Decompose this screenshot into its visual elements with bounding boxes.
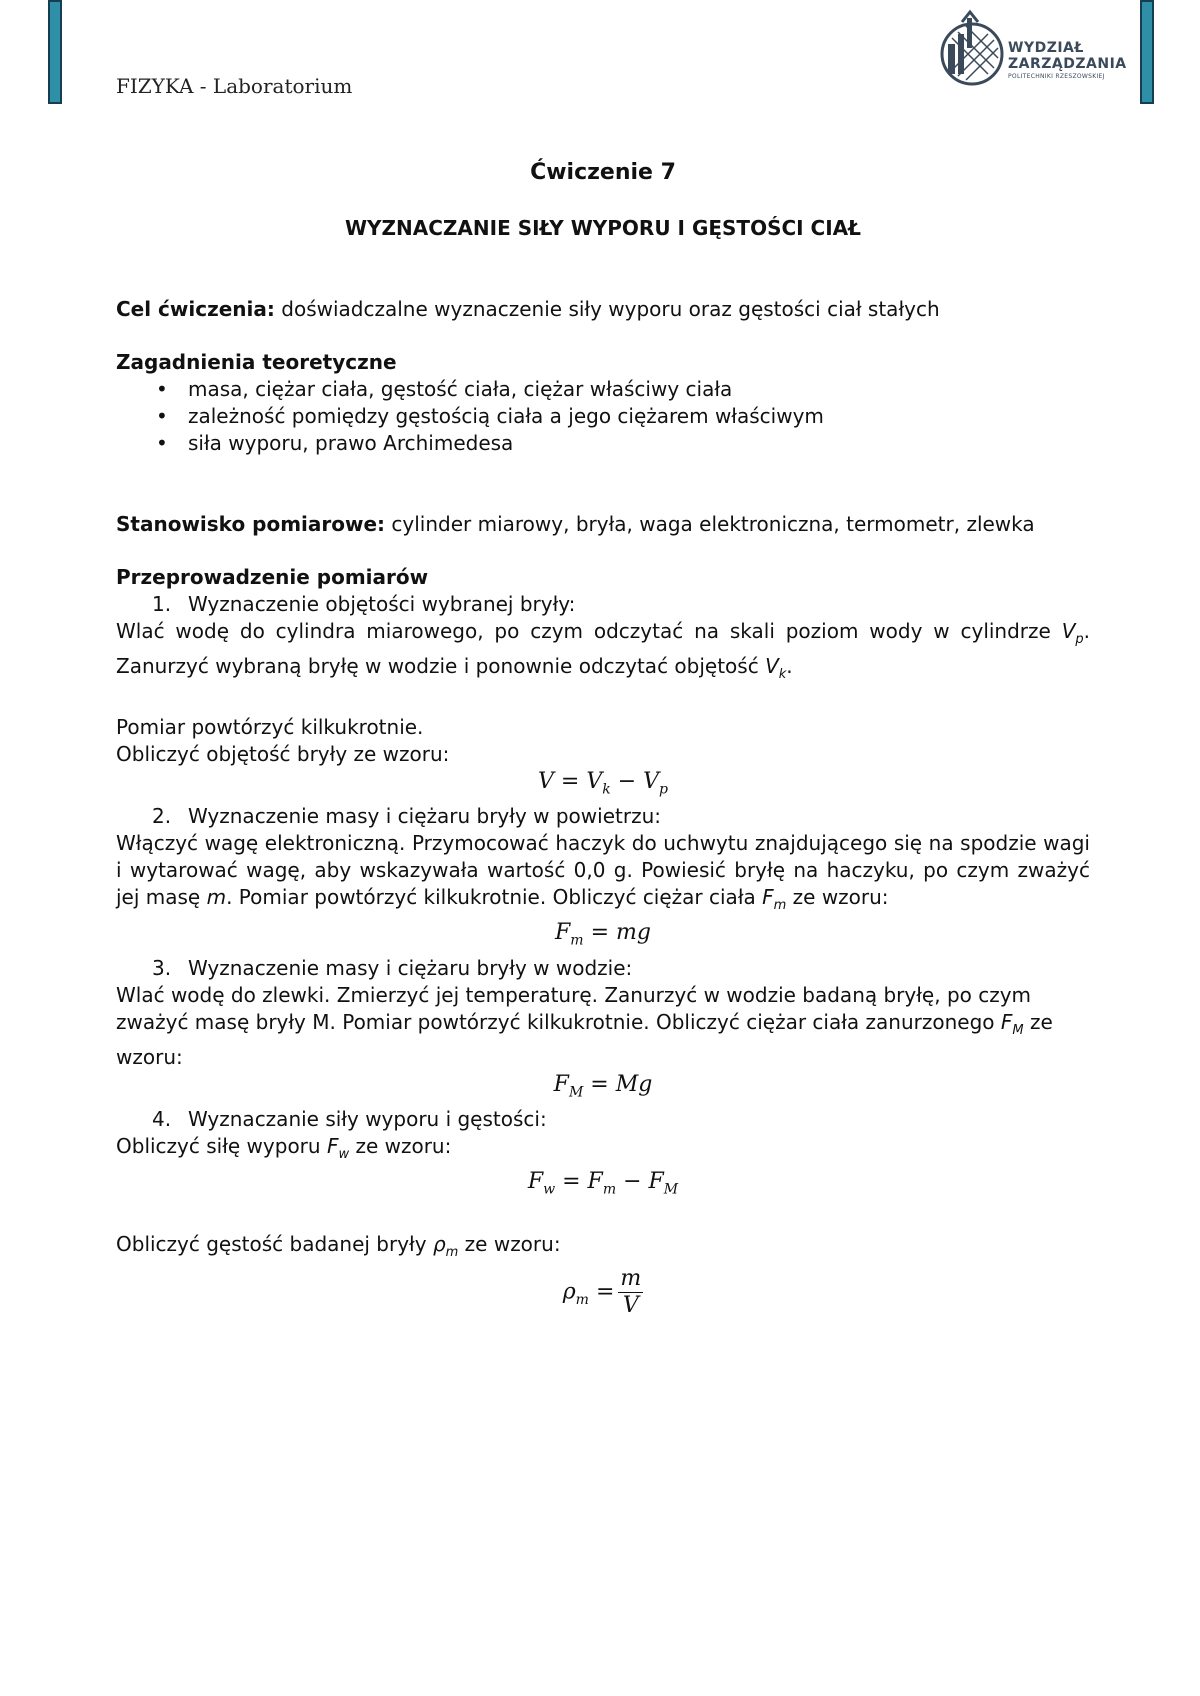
step-2-title: 2. Wyznaczenie masy i ciężaru bryły w powietrzu:: [152, 804, 661, 829]
step-1-text: Wlać wodę do cylindra miarowego, po czym odczytać na skali poziom wody w cylindrze $V_p$. Zanurzyć wybraną bryłę w wodzie i ponownie odczytać objętość $V_k$.: [116, 619, 1090, 682]
logo-line-3: POLITECHNIKI RZESZOWSKIEJ: [1008, 73, 1105, 80]
faculty-logo: [938, 8, 1138, 90]
header-course-label: FIZYKA - Laboratorium: [116, 74, 353, 98]
right-accent-bar: [1140, 0, 1154, 104]
volume-formula: $V = V_k - V_p$: [538, 769, 668, 798]
logo-line-2: ZARZĄDZANIA: [1008, 56, 1127, 72]
goal-label: Cel ćwiczenia:: [116, 297, 275, 321]
step-3-title: 3. Wyznaczenie masy i ciężaru bryły w wodzie:: [152, 955, 633, 980]
theory-list: [116, 376, 1090, 457]
density-fraction: $\frac{m}{V}$: [620, 1265, 642, 1318]
list-item: • siła wyporu, prawo Archimedesa: [156, 431, 514, 455]
goal-paragraph: [116, 296, 1090, 323]
step-3-text: Wlać wodę do zlewki. Zmierzyć jej temperaturę. Zanurzyć w wodzie badaną bryłę, po czym zważyć masę bryły M. Pomiar powtórzyć kilkukrotnie. Obliczyć ciężar ciała zanurzonego $F_M$ ze wzoru:: [116, 982, 1053, 1069]
step-1-repeat: Pomiar powtórzyć kilkukrotnie.: [116, 715, 424, 739]
logo-line-1: WYDZIAŁ: [1008, 40, 1084, 56]
step-1-compute: Obliczyć objętość bryły ze wzoru:: [116, 742, 450, 766]
step-4-title: 4. Wyznaczanie siły wyporu i gęstości:: [152, 1107, 547, 1132]
list-item: • masa, ciężar ciała, gęstość ciała, ciężar właściwy ciała: [156, 377, 733, 401]
step-1-title: 1. Wyznaczenie objętości wybranej bryły:: [152, 592, 576, 616]
step-4-text: Obliczyć siłę wyporu $F_w$ ze wzoru:: [116, 1134, 452, 1163]
goal-text: doświadczalne wyznaczenie siły wyporu oraz gęstości ciał stałych: [274, 297, 940, 321]
weight-water-formula: $F_M = Mg$: [553, 1071, 653, 1101]
document-content: [116, 158, 1090, 1319]
bullet-icon: •: [156, 404, 168, 428]
density-text: Obliczyć gęstość badanej bryły $\rho_m$ ze wzoru:: [116, 1231, 561, 1260]
buoyancy-formula: $F_w = F_m - F_M$: [527, 1169, 679, 1198]
bullet-icon: •: [156, 431, 168, 455]
weight-air-formula: $F_m$ = mg: [555, 920, 651, 949]
station-label: Stanowisko pomiarowe:: [116, 512, 386, 536]
step-2-text: Włączyć wagę elektroniczną. Przymocować haczyk do uchwytu znajdującego się na spodzie wagi i wytarować wagę, aby wskazywała wartość 0,0 g. Powiesić bryłę na haczyku, po czym zważyć jej masę m. Pomiar powtórzyć kilkukrotnie. Obliczyć ciężar ciała $F_m$ ze wzoru:: [116, 831, 1090, 914]
logo-emblem-icon: [938, 8, 1004, 90]
list-item: • zależność pomiędzy gęstością ciała a jego ciężarem właściwym: [156, 404, 824, 428]
theory-heading: Zagadnienia teoretyczne: [116, 350, 397, 374]
logo-text: [1008, 40, 1127, 81]
density-formula: $\rho_m$ = $\frac{m}{V}$: [562, 1265, 642, 1318]
station-paragraph: [116, 511, 1090, 538]
exercise-number: Ćwiczenie 7: [530, 160, 676, 185]
station-text: cylinder miarowy, bryła, waga elektroniczna, termometr, zlewka: [385, 512, 1035, 536]
procedure-heading: Przeprowadzenie pomiarów: [116, 565, 429, 589]
left-accent-bar: [48, 0, 62, 104]
document-title: WYZNACZANIE SIŁY WYPORU I GĘSTOŚCI CIAŁ: [344, 216, 861, 240]
bullet-icon: •: [156, 377, 168, 401]
